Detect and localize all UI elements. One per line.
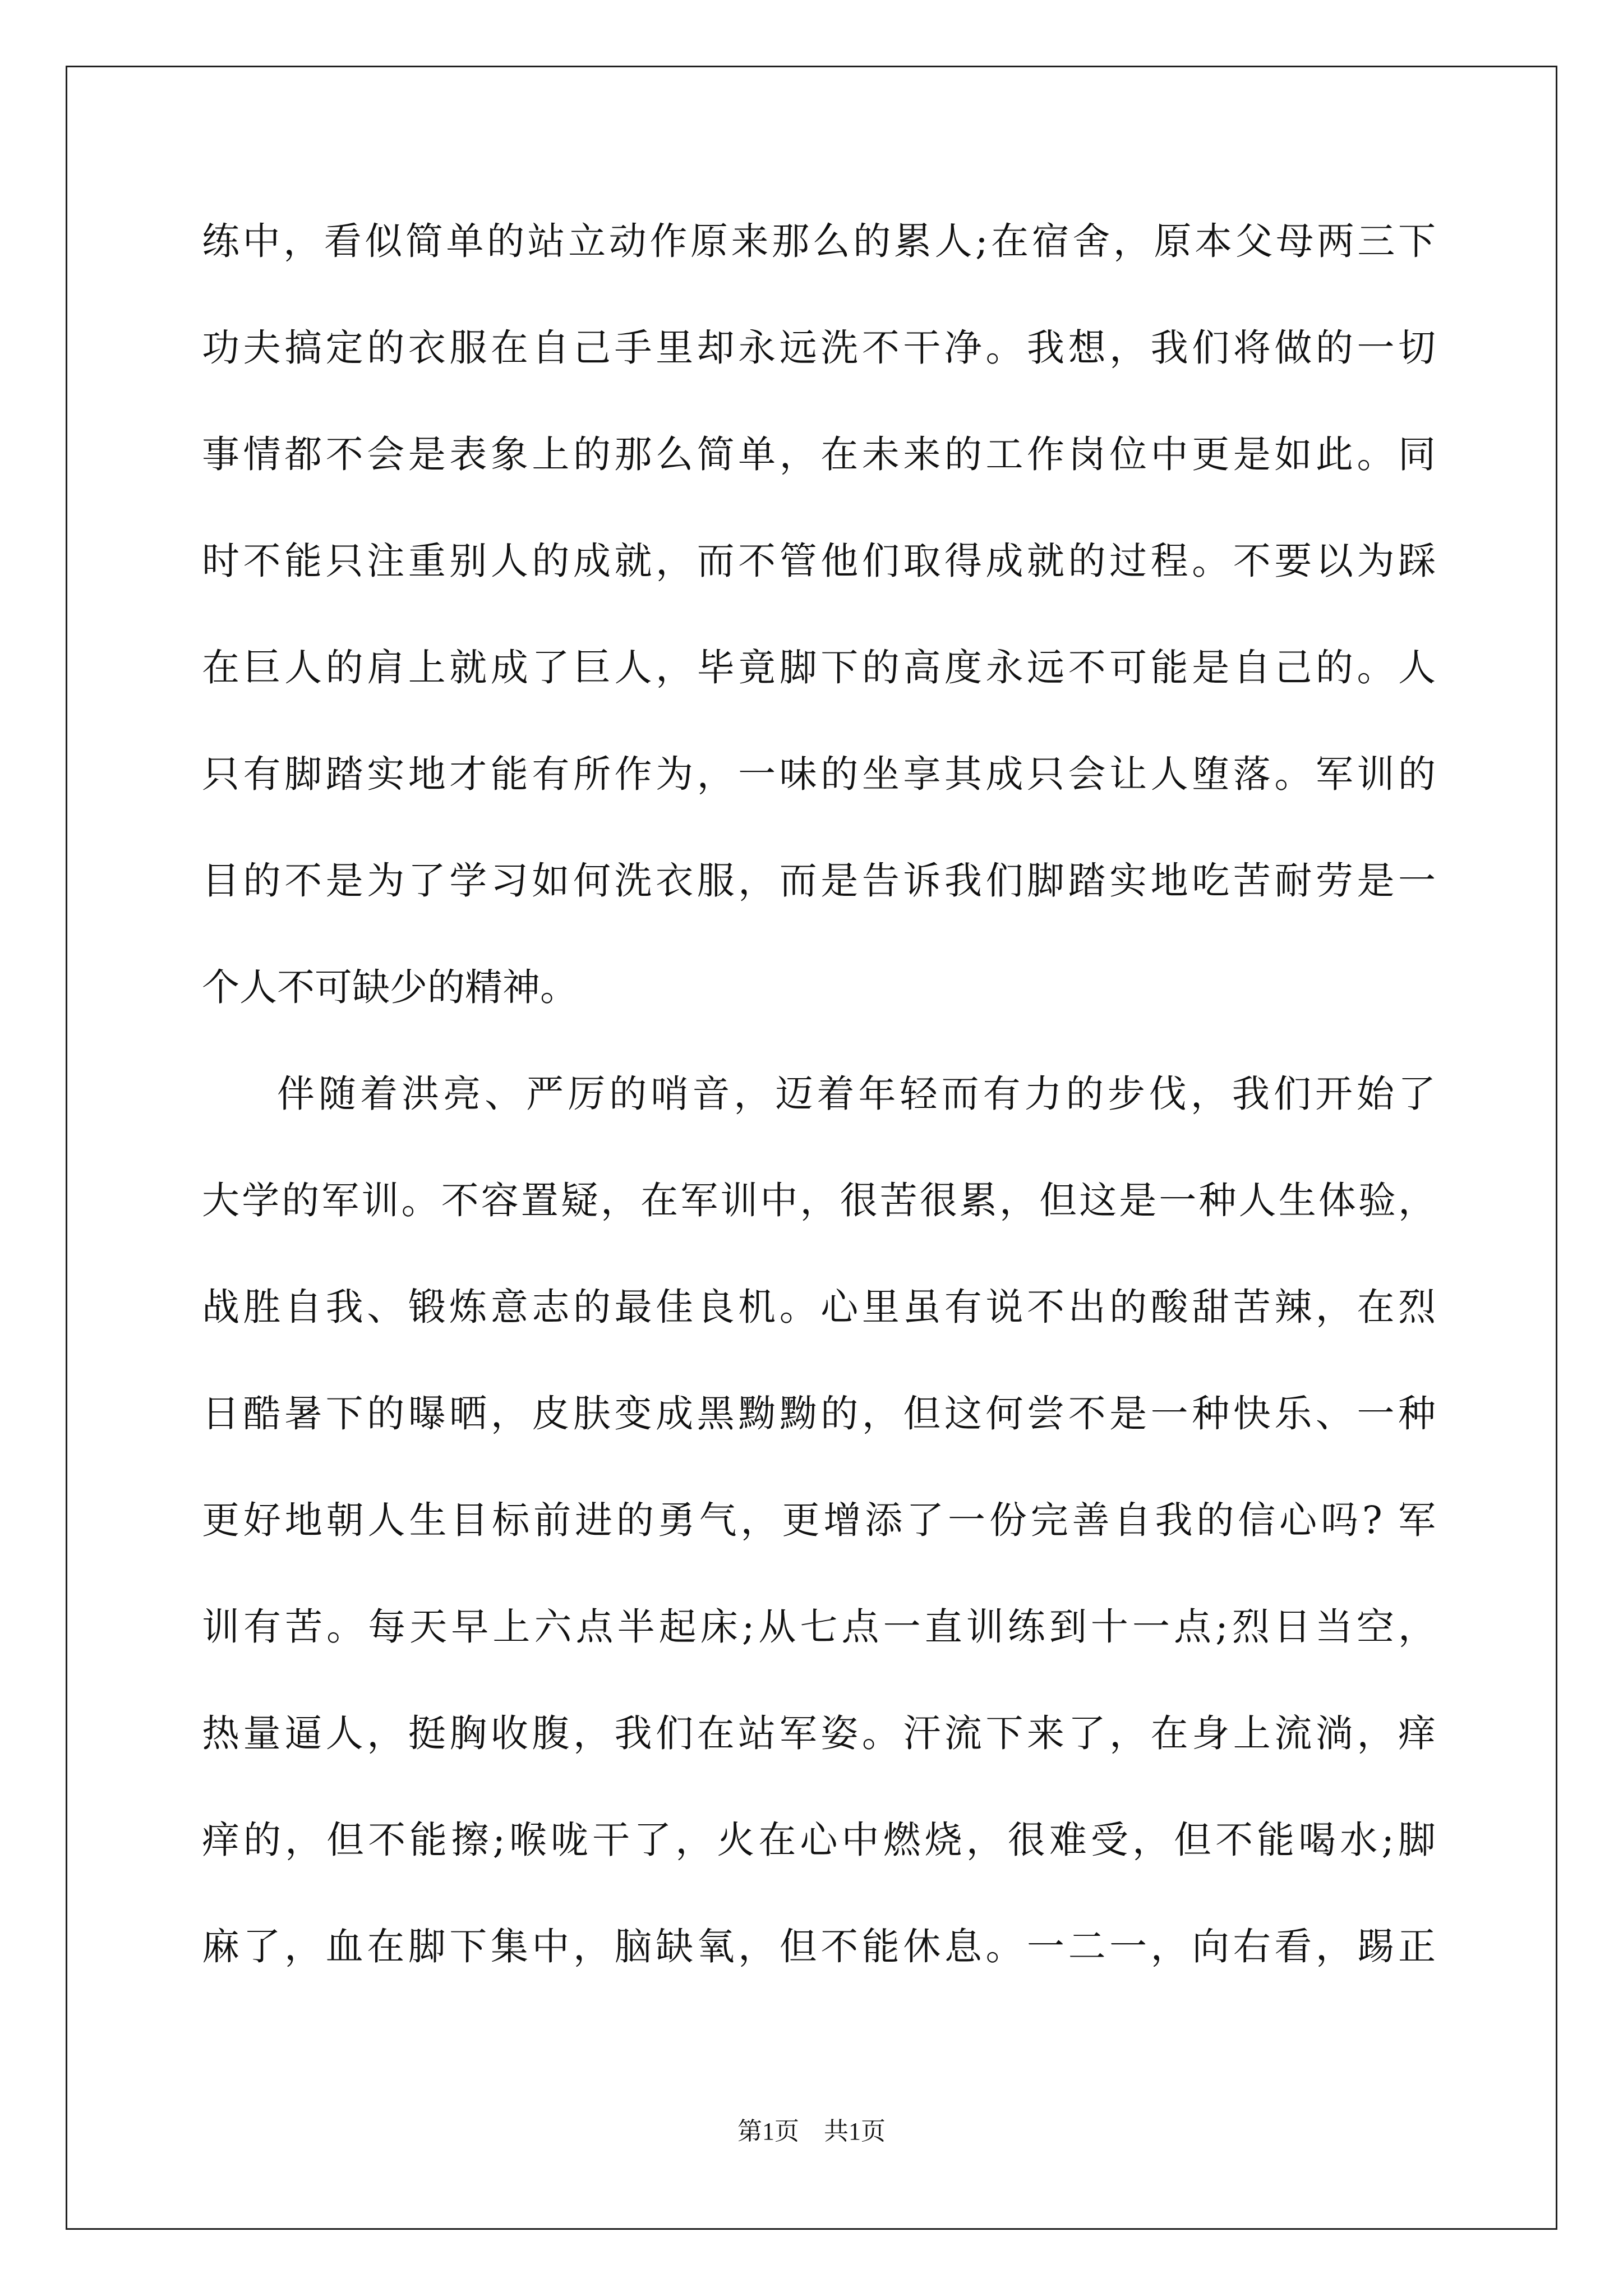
text-line: 目的不是为了学习如何洗衣服，而是告诉我们脚踏实地吃苦耐劳是一 (202, 859, 1436, 903)
text-line: 时不能只注重别人的成就，而不管他们取得成就的过程。不要以为踩 (202, 539, 1436, 583)
text-line: 个人不可缺少的精神。 (202, 965, 578, 1009)
text-line: 日酷暑下的曝晒，皮肤变成黑黝黝的，但这何尝不是一种快乐、一种 (202, 1392, 1436, 1435)
page-number: 第1页 共1页 (737, 2118, 886, 2145)
text-line: 痒的，但不能擦;喉咙干了，火在心中燃烧，很难受，但不能喝水;脚 (202, 1818, 1436, 1862)
text-line: 大学的军训。不容置疑，在军训中，很苦很累，但这是一种人生体验， (202, 1179, 1436, 1222)
text-line: 伴随着洪亮、严厉的哨音，迈着年轻而有力的步伐，我们开始了 (277, 1072, 1436, 1116)
text-line: 更好地朝人生目标前进的勇气，更增添了一份完善自我的信心吗? 军 (202, 1498, 1436, 1542)
text-line: 功夫搞定的衣服在自己手里却永远洗不干净。我想，我们将做的一切 (202, 326, 1436, 370)
text-line: 事情都不会是表象上的那么简单，在未来的工作岗位中更是如此。同 (202, 432, 1436, 476)
text-line: 麻了，血在脚下集中，脑缺氧，但不能休息。一二一，向右看，踢正 (202, 1925, 1436, 1968)
text-line: 战胜自我、锻炼意志的最佳良机。心里虽有说不出的酸甜苦辣，在烈 (202, 1285, 1436, 1329)
text-line: 只有脚踏实地才能有所作为，一味的坐享其成只会让人堕落。军训的 (202, 752, 1436, 796)
page-frame (66, 66, 1557, 2230)
page-footer (0, 2115, 1623, 2148)
text-line: 在巨人的肩上就成了巨人，毕竟脚下的高度永远不可能是自己的。人 (202, 646, 1436, 689)
text-line: 训有苦。每天早上六点半起床;从七点一直训练到十一点;烈日当空， (202, 1605, 1436, 1649)
text-line: 热量逼人，挺胸收腹，我们在站军姿。汗流下来了，在身上流淌，痒 (202, 1711, 1436, 1755)
text-line: 练中，看似简单的站立动作原来那么的累人;在宿舍，原本父母两三下 (202, 219, 1436, 263)
